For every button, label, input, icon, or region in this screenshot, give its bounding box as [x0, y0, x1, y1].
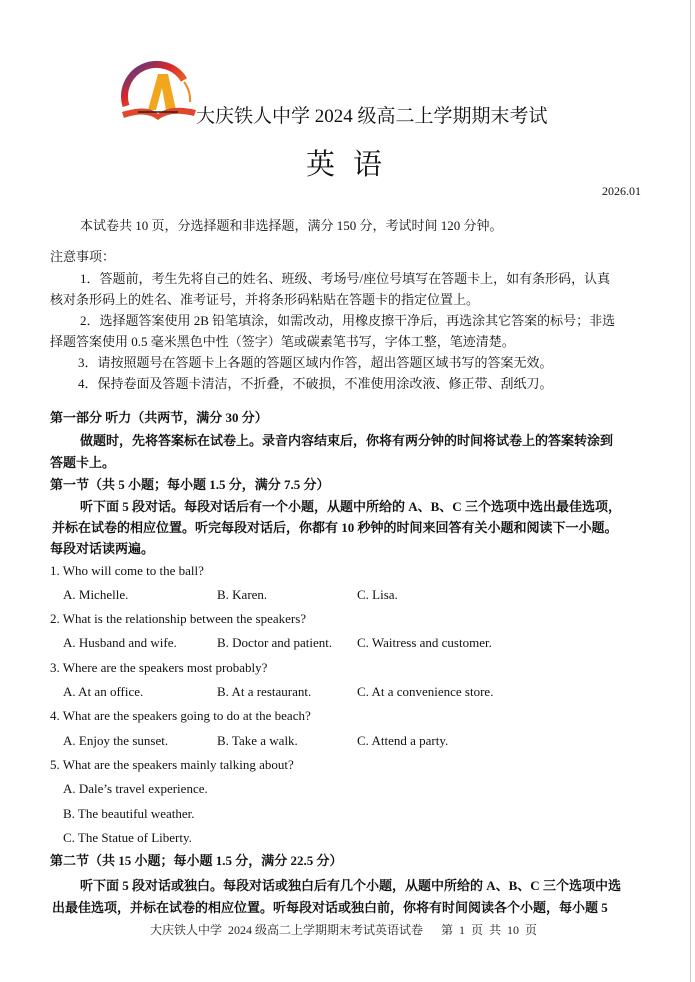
option-b: B. At a restaurant. — [217, 684, 312, 699]
note-line: 4．保持卷面及答题卡清洁，不折叠，不破损，不准使用涂改液、修正带、刮纸刀。 — [78, 376, 553, 391]
section2-instruction: 出最佳选项，并标在试卷的相应位置。听每段对话或独白前，你将有时间阅读各个小题，每小题 5 — [52, 900, 608, 915]
option-b: B. The beautiful weather. — [63, 806, 195, 821]
note-line: 2．选择题答案使用 2B 铅笔填涂，如需改动，用橡皮擦干净后，再选涂其它答案的标号；非选 — [80, 313, 616, 328]
option-c: C. Waitress and customer. — [357, 635, 492, 650]
part1-instruction: 答题卡上。 — [50, 455, 116, 470]
note-line: 3．请按照题号在答题卡上各题的答题区域内作答，超出答题区域书写的答案无效。 — [78, 355, 553, 370]
option-b: B. Take a walk. — [217, 733, 298, 748]
option-c: C. Lisa. — [357, 587, 398, 602]
option-c: C. At a convenience store. — [357, 684, 494, 699]
note-line: 1．答题前，考生先将自己的姓名、班级、考场号/座位号填写在答题卡上，如有条形码，认真 — [80, 271, 611, 286]
note-line: 核对条形码上的姓名、准考证号，并将条形码粘贴在答题卡的指定位置上。 — [50, 292, 480, 307]
exam-date: 2026.01 — [602, 184, 641, 198]
question-4: 4. What are the speakers going to do at the beach? — [50, 708, 311, 723]
option-c: C. Attend a party. — [357, 733, 449, 748]
option-a: A. Dale’s travel experience. — [63, 781, 208, 796]
question-1: 1. Who will come to the ball? — [50, 563, 204, 578]
question-5: 5. What are the speakers mainly talking about? — [50, 757, 294, 772]
subject-title: 英语 — [306, 149, 401, 181]
option-b: B. Doctor and patient. — [217, 635, 333, 650]
section1-instruction: 并标在试卷的相应位置。听完每段对话后，你都有 10 秒钟的时间来回答有关小题和阅读下一小题。 — [52, 520, 618, 535]
question-2: 2. What is the relationship between the speakers? — [50, 611, 307, 626]
option-b: B. Karen. — [217, 587, 268, 602]
page-footer: 大庆铁人中学 2024 级高二上学期期末考试英语试卷 第 1 页 共 10 页 — [150, 923, 538, 937]
section1-heading: 第一节（共 5 小题；每小题 1.5 分，满分 7.5 分） — [50, 477, 330, 492]
option-a: A. Enjoy the sunset. — [63, 733, 169, 748]
question-3: 3. Where are the speakers most probably? — [50, 660, 268, 675]
exam-title: 大庆铁人中学 2024 级高二上学期期末考试 — [196, 106, 548, 127]
page-edge — [690, 0, 691, 982]
school-logo-icon — [118, 60, 198, 122]
section2-heading: 第二节（共 15 小题；每小题 1.5 分，满分 22.5 分） — [50, 853, 343, 868]
intro-text: 本试卷共 10 页，分选择题和非选择题，满分 150 分，考试时间 120 分钟。 — [80, 218, 503, 233]
option-c: C. The Statue of Liberty. — [63, 830, 192, 845]
part1-heading: 第一部分 听力（共两节，满分 30 分） — [50, 410, 268, 425]
section2-instruction: 听下面 5 段对话或独白。每段对话或独白后有几个小题，从题中所给的 A、B、C 三个选项中选 — [80, 878, 621, 893]
section1-instruction: 听下面 5 段对话。每段对话后有一个小题，从题中所给的 A、B、C 三个选项中选出最佳选项， — [80, 499, 621, 514]
note-line: 择题答案使用 0.5 毫米黑色中性（签字）笔或碳素笔书写，字体工整，笔迹清楚。 — [50, 334, 515, 349]
option-a: A. Husband and wife. — [63, 635, 177, 650]
option-a: A. At an office. — [63, 684, 144, 699]
option-a: A. Michelle. — [63, 587, 129, 602]
part1-instruction: 做题时，先将答案标在试卷上。录音内容结束后，你将有两分钟的时间将试卷上的答案转涂到 — [80, 433, 614, 448]
section1-instruction: 每段对话读两遍。 — [50, 541, 155, 556]
notes-heading: 注意事项： — [50, 249, 116, 264]
